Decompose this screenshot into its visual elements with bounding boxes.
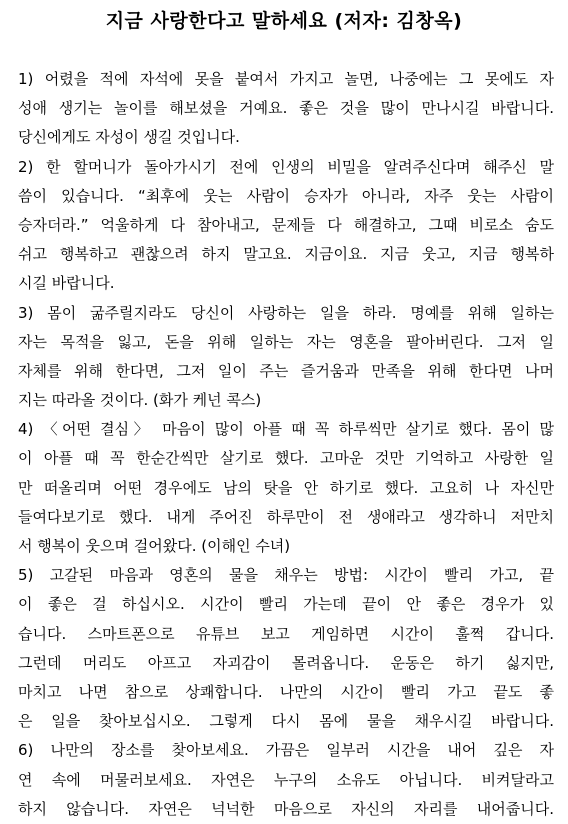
text-line: 5) 고갈된 마음과 영혼의 물을 채우는 방법: 시간이 빨리 가고, 끝: [18, 566, 554, 585]
text-line: 씀이 있습니다. “최후에 웃는 사람이 승자가 아니라, 자주 웃는 사람이: [18, 186, 554, 205]
text-line: 연 속에 머물러보세요. 자연은 누구의 소유도 아닙니다. 비켜달라고: [18, 770, 554, 789]
text-line: 자체를 위해 한다면, 그저 일이 주는 즐거움과 만족을 위해 한다면 나머: [18, 361, 554, 380]
document-title: 지금 사랑한다고 말하세요 (저자: 김창옥): [105, 10, 463, 32]
text-line: 2) 한 할머니가 돌아가시기 전에 인생의 비밀을 알려주신다며 해주신 말: [18, 157, 554, 176]
text-line: 이 좋은 걸 하십시오. 시간이 빨리 가는데 끝이 안 좋은 경우가 있: [18, 595, 554, 614]
text-line: 성애 생기는 놀이를 해보셨을 거예요. 좋은 것을 많이 만나시길 바랍니다.: [18, 99, 554, 118]
text-line: 3) 몸이 굶주릴지라도 당신이 사랑하는 일을 하라. 명예를 위해 일하는: [18, 303, 554, 322]
text-line: 자는 목적을 잃고, 돈을 위해 일하는 자는 영혼을 팔아버린다. 그저 일: [18, 332, 554, 351]
text-line: 하지 않습니다. 자연은 넉넉한 마음으로 자신의 자리를 내어줍니다.: [18, 799, 554, 818]
text-line: 1) 어렸을 적에 자석에 못을 붙여서 가지고 놀면, 나중에는 그 못에도 자: [18, 70, 554, 88]
text-line: 그런데 머리도 아프고 자괴감이 몰려옵니다. 운동은 하기 싫지만,: [18, 653, 554, 672]
text-line: 승자더라.” 억울하게 다 참아내고, 문제들 다 해결하고, 그때 비로소 숨도: [18, 215, 554, 234]
text-line: 쉬고 행복하고 괜찮으려 하지 말고요. 지금이요. 지금 웃고, 지금 행복하: [18, 245, 554, 264]
text-line: 마치고 나면 참으로 상쾌합니다. 나만의 시간이 빨리 가고 끝도 좋: [18, 682, 554, 701]
text-line: 6) 나만의 장소를 찾아보세요. 가끔은 일부러 시간을 내어 깊은 자: [18, 741, 554, 760]
text-line: 당신에게도 자성이 생길 것입니다.: [18, 128, 240, 147]
text-line: 은 일을 찾아보십시오. 그렇게 다시 몸에 물을 채우시길 바랍니다.: [18, 712, 554, 731]
document-body: [18, 65, 554, 824]
text-line: 들여다보기로 했다. 내게 주어진 하루만이 전 생애라고 생각하니 저만치: [18, 507, 554, 526]
text-line: 만 떠올리며 어떤 경우에도 남의 탓을 안 하기로 했다. 고요히 나 자신만: [18, 478, 554, 497]
text-line: 서 행복이 웃으며 걸어왔다. (이해인 수녀): [18, 537, 291, 555]
text-line: 이 아플 때 꼭 한순간씩만 살기로 했다. 고마운 것만 기억하고 사랑한 일: [18, 449, 554, 468]
text-line: 지는 따라올 것이다. (화가 케넌 콕스): [18, 391, 262, 410]
text-line: 습니다. 스마트폰으로 유튜브 보고 게임하면 시간이 훌쩍 갑니다.: [18, 624, 554, 643]
text-line: 시길 바랍니다.: [18, 274, 115, 293]
text-line: 4) 〈어떤 결심〉 마음이 많이 아플 때 꼭 하루씩만 살기로 했다. 몸이 많: [18, 420, 554, 439]
